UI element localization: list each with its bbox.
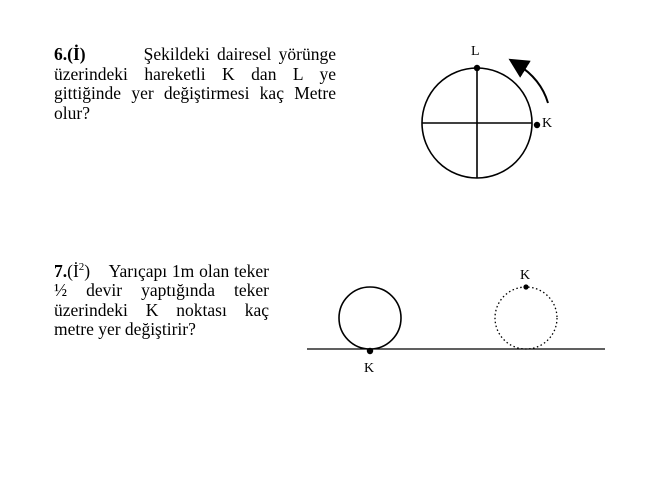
question-7-text-block [54, 258, 269, 340]
question-7-code-superscript: 2 [78, 261, 85, 273]
circular-orbit [422, 64, 548, 178]
question-7-code-prefix: (İ [67, 260, 79, 281]
label-L: L [471, 44, 480, 59]
orbit-circle [422, 68, 532, 178]
question-7-code-suffix: ) [84, 260, 91, 281]
label-K-top: K [520, 268, 531, 283]
label-K-bottom: K [364, 361, 375, 376]
wheel-point-K-top [523, 284, 528, 289]
point-L-dot [474, 65, 480, 71]
question-6-body: Şekildeki dairesel yörünge üzerindeki hareketli K dan L ye gittiğinde yer değiştirmesi kaç Metre olur? [54, 44, 336, 123]
question-6-number: 6.(İ) [54, 44, 86, 64]
label-K: K [542, 116, 553, 131]
wheel-point-K-bottom [367, 348, 373, 354]
question-6-text-block [54, 45, 336, 123]
question-7-body: Yarıçapı 1m olan teker ½ devir yaptığında teker üzerindeki K noktası kaç metre yer değiştirir? [54, 260, 269, 340]
question-7-number: 7. [54, 260, 68, 281]
wheel-dotted [495, 287, 557, 349]
point-K-dot [534, 122, 540, 128]
wheel-solid [339, 287, 401, 349]
direction-arrow-icon [517, 64, 548, 103]
